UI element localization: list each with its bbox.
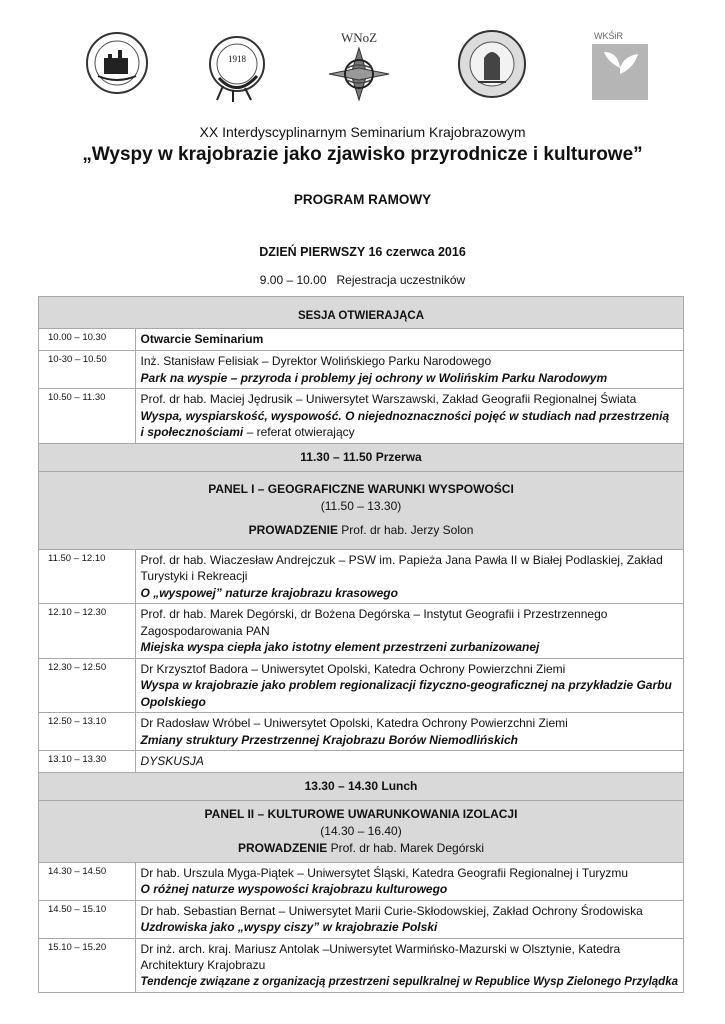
panel-heading-cell <box>39 800 684 862</box>
registration-line <box>0 273 725 287</box>
speaker-text: Dr inż. arch. kraj. Mariusz Antolak –Uniwersytet Warmińsko-Mazurski w Olsztynie, Katedra <box>140 941 621 956</box>
time-cell: 12.50 – 13.10 <box>39 713 136 751</box>
item-cell <box>135 713 683 751</box>
item-cell <box>135 389 683 444</box>
wksir-text: WKŚiR <box>594 31 623 41</box>
item-cell <box>135 549 683 604</box>
speaker-text: Dr Radosław Wróbel – Uniwersytet Opolski, Katedra Ochrony Powierzchni Ziemi <box>140 716 568 730</box>
wnoz-text: WNoZ <box>340 30 378 45</box>
table-row <box>39 900 684 938</box>
logo-1918-text: 1918 <box>228 54 246 64</box>
time-cell: 14.30 – 14.50 <box>39 862 136 900</box>
speaker-text-continued: Architektury Krajobrazu <box>140 958 266 972</box>
panel-time: (14.30 – 16.40) <box>320 823 402 838</box>
item-cell <box>135 604 683 659</box>
time-cell: 11.50 – 12.10 <box>39 549 136 604</box>
table-row <box>39 938 684 993</box>
organization-seal-logo <box>84 28 150 98</box>
speaker-text: Prof. dr hab. Wiaczesław Andrejczuk – PSW im. Papieża Jana Pawła II w Białej Podlaskiej, Zakład <box>140 552 663 567</box>
speaker-text: Dr hab. Sebastian Bernat – Uniwersytet Marii Curie-Skłodowskiej, Zakład Ochrony Środowiska <box>140 903 643 918</box>
item-cell <box>135 938 683 993</box>
time-cell: 10-30 – 10.50 <box>39 351 136 389</box>
seminar-title: „Wyspy w krajobrazie jako zjawisko przyrodnicze i kulturowe” <box>82 144 643 165</box>
registration-time: 9.00 – 10.00 <box>259 273 327 287</box>
time-cell: 10.50 – 11.30 <box>39 389 136 444</box>
table-row <box>39 549 684 604</box>
lunch-text: 13.30 – 14.30 Lunch <box>39 772 684 800</box>
panel-lead-name: Prof. dr hab. Marek Degórski <box>327 840 485 855</box>
registration-label: Rejestracja uczestników <box>336 273 466 287</box>
talk-note: – referat otwierający <box>243 425 355 439</box>
panel-lead <box>39 522 683 539</box>
table-row <box>39 351 684 389</box>
table-row <box>39 862 684 900</box>
speaker-text: Prof. dr hab. Marek Degórski, dr Bożena Degórska – Instytut Geografii i Przestrzennego <box>140 607 608 621</box>
panel-title: PANEL I – GEOGRAFICZNE WARUNKI WYSPOWOŚCI <box>208 482 514 496</box>
speaker-text: Dr Krzysztof Badora – Uniwersytet Opolski, Katedra Ochrony Powierzchni Ziemi <box>140 661 566 676</box>
speaker-text-continued: Zagospodarowania PAN <box>140 623 270 638</box>
time-cell: 12.30 – 12.50 <box>39 658 136 713</box>
panel-header-row <box>39 800 684 862</box>
break-text: 11.30 – 11.50 Przerwa <box>39 443 684 471</box>
speaker-text: Inż. Stanisław Felisiak – Dyrektor Wolińskiego Parku Narodowego <box>140 354 492 368</box>
panel-lead-label: PROWADZENIE <box>248 523 338 537</box>
day-heading: DZIEŃ PIERWSZY 16 czerwca 2016 <box>259 245 466 259</box>
speaker-text: Dr hab. Urszula Myga-Piątek – Uniwersytet Śląski, Katedra Geografii Regionalnej i Turyzmu <box>140 865 629 880</box>
society-1918-logo <box>203 28 269 104</box>
wksir-logo <box>590 28 650 104</box>
talk-title: Tendencje związane z organizacją przestrzeni sepulkralnej w Republice Wysp Zielonego Przylądka <box>140 975 678 988</box>
table-row <box>39 329 684 351</box>
item-text: DYSKUSJA <box>135 751 683 773</box>
panel-title: PANEL II – KULTUROWE UWARUNKOWANIA IZOLACJI <box>204 806 518 821</box>
time-cell: 13.10 – 13.30 <box>39 751 136 773</box>
table-row <box>39 713 684 751</box>
talk-title: Uzdrowiska jako „wyspy ciszy” w krajobrazie Polski <box>140 920 438 934</box>
time-cell: 15.10 – 15.20 <box>39 938 136 993</box>
talk-title: Zmiany struktury Przestrzennej Krajobrazu Borów Niemodlińskich <box>140 732 518 747</box>
speaker-text: Prof. dr hab. Maciej Jędrusik – Uniwersytet Warszawski, Zakład Geografii Regionalnej Świata <box>140 392 637 406</box>
talk-title: Miejska wyspa ciepła jako istotny element przestrzeni zurbanizowanej <box>140 640 540 654</box>
talk-title: O różnej naturze wyspowości krajobrazu kulturowego <box>140 882 448 896</box>
wnoz-logo <box>309 28 409 108</box>
time-cell: 14.50 – 15.10 <box>39 900 136 938</box>
talk-title: Wyspa, wyspiarskość, wyspowość. O niejednoznaczności pojęć w studiach nad przestrzenią <box>140 408 670 423</box>
program-table <box>38 296 684 993</box>
speaker-text-continued: Turystyki i Rekreacji <box>140 569 248 583</box>
time-cell: 10.00 – 10.30 <box>39 329 136 351</box>
panel-lead-label: PROWADZENIE <box>237 840 328 855</box>
panel-lead <box>39 840 683 857</box>
item-text: Otwarcie Seminarium <box>135 329 683 351</box>
time-cell: 12.10 – 12.30 <box>39 604 136 659</box>
program-heading: PROGRAM RAMOWY <box>293 192 432 207</box>
session-heading: SESJA OTWIERAJĄCA <box>39 297 684 329</box>
talk-title: O „wyspowej” naturze krajobrazu krasowego <box>140 585 398 600</box>
wolinski-park-logo <box>456 28 528 100</box>
talk-title: Wyspa w krajobrazie jako problem regionalizacji fizyczno-geograficznej na przykładzie Garbu <box>140 678 672 692</box>
table-row <box>39 604 684 659</box>
talk-title: Park na wyspie – przyroda i problemy jej ochrony w Wolińskim Parku Narodowym <box>140 370 608 385</box>
seminar-series: XX Interdyscyplinarnym Seminarium Krajobrazowym <box>199 124 526 140</box>
item-cell <box>135 351 683 389</box>
lunch-row <box>39 772 684 800</box>
item-cell <box>135 862 683 900</box>
break-row <box>39 443 684 471</box>
logo-strip <box>0 28 725 108</box>
talk-title-continued: Opolskiego <box>140 694 206 709</box>
talk-title-continued: i społecznościami <box>140 425 244 439</box>
item-cell <box>135 900 683 938</box>
session-header-row <box>39 297 684 329</box>
panel-header-row <box>39 471 684 549</box>
panel-time: (11.50 – 13.30) <box>320 499 402 513</box>
item-cell <box>135 658 683 713</box>
panel-heading-cell <box>39 471 684 549</box>
panel-lead-name: Prof. dr hab. Jerzy Solon <box>337 523 474 537</box>
table-row <box>39 658 684 713</box>
table-row <box>39 389 684 444</box>
table-row <box>39 751 684 773</box>
